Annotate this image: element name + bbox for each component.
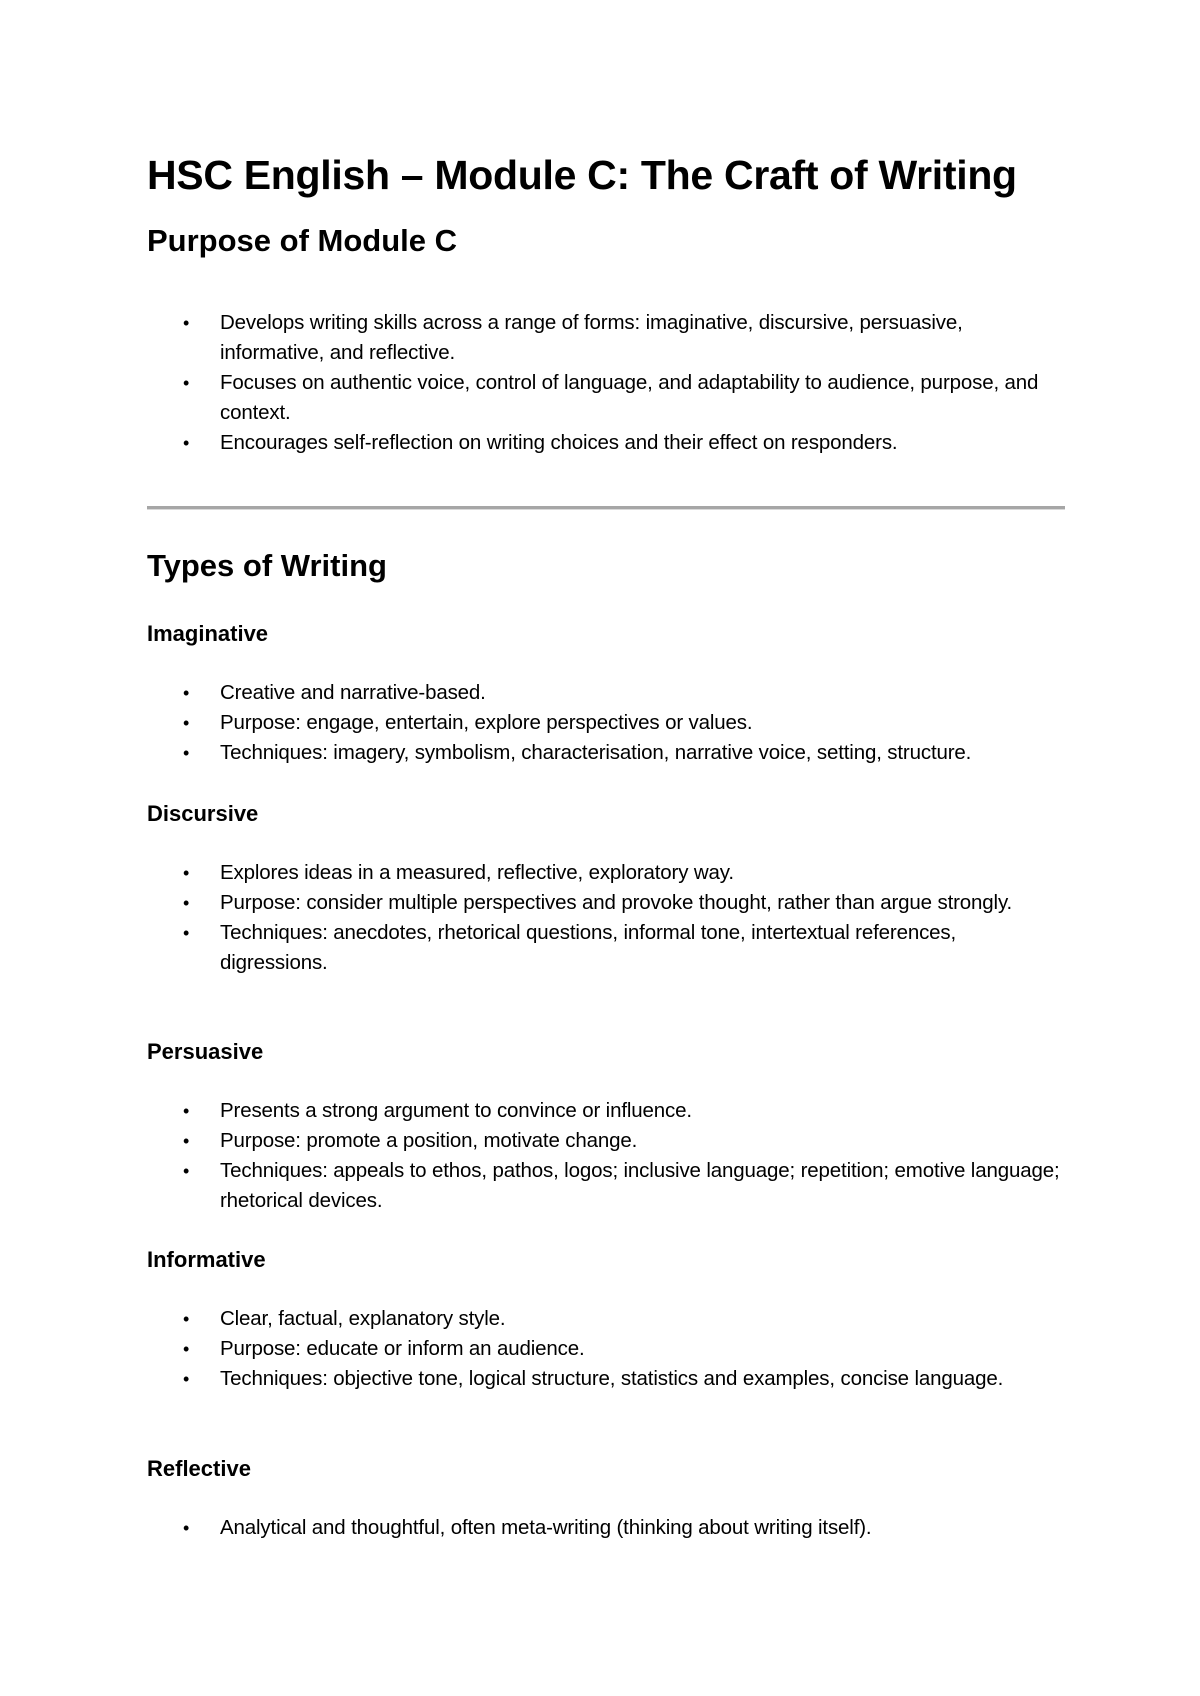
list-item bbox=[147, 368, 1067, 428]
list-item-text: Purpose: engage, entertain, explore perspectives or values. bbox=[220, 711, 753, 734]
bullet-icon: • bbox=[183, 373, 190, 393]
informative-list bbox=[147, 1304, 1067, 1394]
list-item bbox=[147, 308, 1067, 368]
bullet-icon: • bbox=[183, 743, 190, 763]
list-item-text: Encourages self-reflection on writing choices and their effect on responders. bbox=[220, 431, 898, 454]
reflective-list bbox=[147, 1513, 1067, 1543]
bullet-icon: • bbox=[183, 893, 190, 913]
list-item-text: Techniques: appeals to ethos, pathos, logos; inclusive language; repetition; emotive language; rhetorical devices. bbox=[220, 1159, 1060, 1212]
subheading-discursive: Discursive bbox=[147, 801, 259, 826]
list-item bbox=[147, 918, 1067, 978]
bullet-icon: • bbox=[183, 313, 190, 333]
bullet-icon: • bbox=[183, 1309, 190, 1329]
bullet-icon: • bbox=[183, 1369, 190, 1389]
bullet-icon: • bbox=[183, 923, 190, 943]
subheading-persuasive: Persuasive bbox=[147, 1039, 264, 1064]
bullet-icon: • bbox=[183, 683, 190, 703]
bullet-icon: • bbox=[183, 713, 190, 733]
list-item bbox=[147, 888, 1067, 918]
bullet-icon: • bbox=[183, 1131, 190, 1151]
list-item bbox=[147, 858, 1067, 888]
list-item bbox=[147, 1096, 1067, 1126]
bullet-icon: • bbox=[183, 863, 190, 883]
bullet-icon: • bbox=[183, 1101, 190, 1121]
list-item bbox=[147, 738, 1067, 768]
subheading-reflective: Reflective bbox=[147, 1456, 251, 1481]
list-item-text: Explores ideas in a measured, reflective, exploratory way. bbox=[220, 861, 734, 884]
purpose-list bbox=[147, 308, 1067, 458]
list-item bbox=[147, 1334, 1067, 1364]
imaginative-list bbox=[147, 678, 1067, 768]
subheading-informative: Informative bbox=[147, 1247, 266, 1272]
bullet-icon: • bbox=[183, 1518, 190, 1538]
list-item-text: Analytical and thoughtful, often meta-writing (thinking about writing itself). bbox=[220, 1516, 872, 1539]
list-item bbox=[147, 1513, 1067, 1543]
section-heading-types: Types of Writing bbox=[147, 548, 387, 583]
bullet-icon: • bbox=[183, 1161, 190, 1181]
list-item-text: Purpose: educate or inform an audience. bbox=[220, 1337, 585, 1360]
list-item-text: Techniques: objective tone, logical structure, statistics and examples, concise language. bbox=[220, 1367, 1004, 1390]
discursive-list bbox=[147, 858, 1067, 978]
list-item-text: Develops writing skills across a range of forms: imaginative, discursive, persuasive, informative, and reflective. bbox=[220, 311, 963, 364]
bullet-icon: • bbox=[183, 433, 190, 453]
horizontal-divider bbox=[147, 506, 1065, 510]
list-item bbox=[147, 678, 1067, 708]
bullet-icon: • bbox=[183, 1339, 190, 1359]
list-item bbox=[147, 1156, 1067, 1216]
list-item-text: Focuses on authentic voice, control of language, and adaptability to audience, purpose, and context. bbox=[220, 371, 1039, 424]
list-item bbox=[147, 708, 1067, 738]
list-item-text: Purpose: promote a position, motivate change. bbox=[220, 1129, 638, 1152]
list-item-text: Techniques: imagery, symbolism, characterisation, narrative voice, setting, structure. bbox=[220, 741, 972, 764]
persuasive-list bbox=[147, 1096, 1067, 1216]
list-item bbox=[147, 1364, 1067, 1394]
list-item bbox=[147, 1126, 1067, 1156]
list-item-text: Presents a strong argument to convince or influence. bbox=[220, 1099, 692, 1122]
list-item-text: Techniques: anecdotes, rhetorical questions, informal tone, intertextual references, digressions. bbox=[220, 921, 957, 974]
list-item-text: Creative and narrative-based. bbox=[220, 681, 486, 704]
section-heading-purpose: Purpose of Module C bbox=[147, 223, 457, 258]
subheading-imaginative: Imaginative bbox=[147, 621, 269, 646]
list-item bbox=[147, 428, 1067, 458]
list-item-text: Clear, factual, explanatory style. bbox=[220, 1307, 506, 1330]
list-item bbox=[147, 1304, 1067, 1334]
document-title: HSC English – Module C: The Craft of Writing bbox=[147, 152, 1017, 198]
list-item-text: Purpose: consider multiple perspectives and provoke thought, rather than argue strongly. bbox=[220, 891, 1013, 914]
